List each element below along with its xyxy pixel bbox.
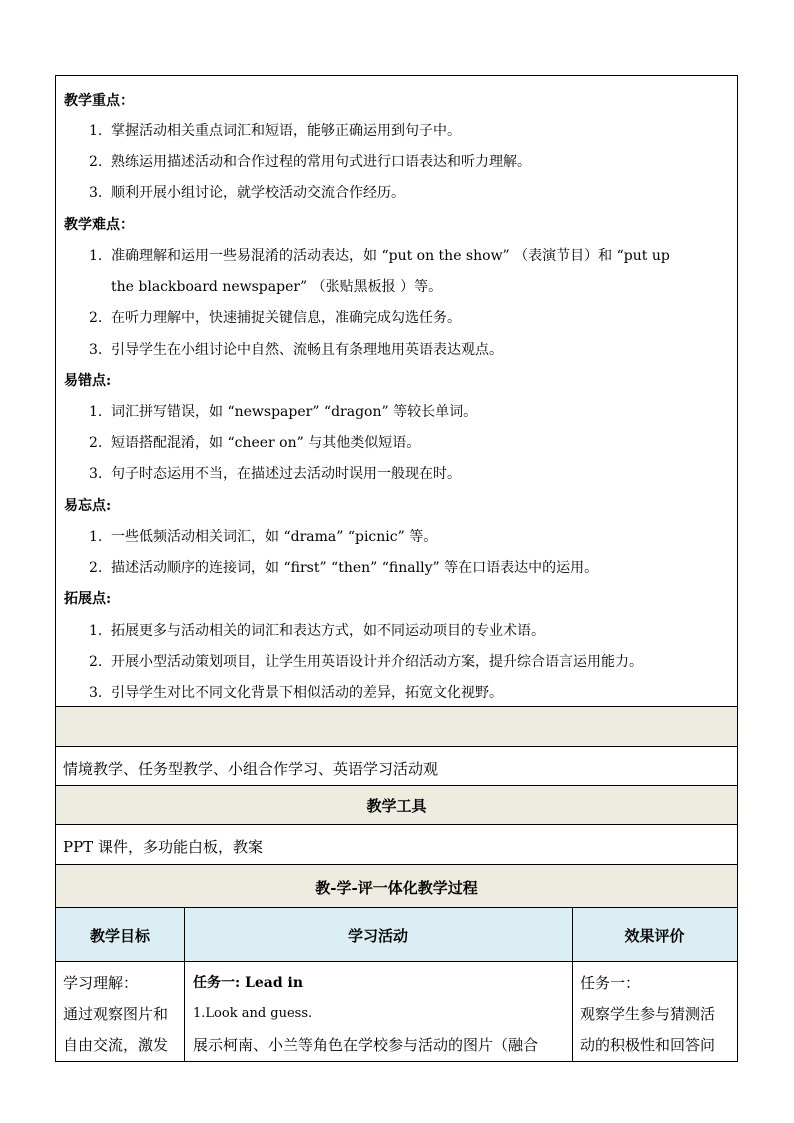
extension-item: 1. 拓展更多与活动相关的词汇和表达方式，如不同运动项目的专业术语。 — [89, 623, 545, 639]
empty-shaded-row — [55, 706, 738, 746]
activity-line: 展示柯南、小兰等角色在学校参与活动的图片（融合 — [193, 1036, 539, 1054]
forgettable-heading: 易忘点: — [64, 498, 112, 514]
tools-header: 教学工具 — [366, 797, 427, 815]
key-point-item: 1. 掌握活动相关重点词汇和短语，能够正确运用到句子中。 — [89, 123, 461, 139]
key-points-heading: 教学重点： — [64, 93, 134, 109]
extension-heading: 拓展点: — [64, 591, 112, 607]
difficult-point-item-continued: the blackboard newspaper” （张贴黑板报 ）等。 — [111, 279, 443, 295]
difficult-point-item: 1. 准确理解和运用一些易混淆的活动表达，如 “put on the show” （表演节目）和 “put up — [89, 248, 670, 264]
error-prone-heading: 易错点: — [64, 373, 112, 389]
activity-task-title: 任务一: Lead in — [193, 975, 304, 991]
error-prone-item: 2. 短语搭配混淆，如 “cheer on” 与其他类似短语。 — [89, 435, 421, 451]
column-header-evaluation: 效果评价 — [624, 927, 685, 945]
tools-row — [55, 824, 738, 864]
error-prone-item: 3. 句子时态运用不当，在描述过去活动时误用一般现在时。 — [89, 466, 461, 482]
process-header: 教-学-评一体化教学过程 — [315, 879, 478, 897]
teaching-points-section — [55, 75, 738, 706]
column-header-goal: 教学目标 — [89, 927, 150, 945]
tools-header-row — [55, 785, 738, 824]
process-column-header-row — [55, 907, 738, 961]
column-divider — [184, 962, 185, 1061]
extension-item: 2. 开展小型活动策划项目，让学生用英语设计并介绍活动方案，提升综合语言运用能力。 — [89, 654, 643, 670]
process-body-row — [55, 961, 738, 1062]
forgettable-item: 2. 描述活动顺序的连接词，如 “first” “then” “finally” 等在口语表达中的运用。 — [89, 560, 599, 576]
tools-text: PPT 课件，多功能白板，教案 — [63, 838, 263, 856]
difficult-points-heading: 教学难点： — [64, 217, 134, 233]
evaluation-line: 动的积极性和回答问 — [580, 1036, 716, 1054]
column-divider — [572, 962, 573, 1061]
difficult-point-item: 3. 引导学生在小组讨论中自然、流畅且有条理地用英语表达观点。 — [89, 342, 503, 358]
key-point-item: 3. 顺利开展小组讨论，就学校活动交流合作经历。 — [89, 185, 405, 201]
key-point-item: 2. 熟练运用描述活动和合作过程的常用句式进行口语表达和听力理解。 — [89, 154, 531, 170]
difficult-point-item: 2. 在听力理解中，快速捕捉关键信息，准确完成勾选任务。 — [89, 310, 461, 326]
process-header-row — [55, 864, 738, 907]
goal-line: 通过观察图片和 — [63, 1005, 169, 1023]
column-header-activity: 学习活动 — [347, 927, 408, 945]
extension-item: 3. 引导学生对比不同文化背景下相似活动的差异，拓宽文化视野。 — [89, 685, 503, 701]
evaluation-line: 观察学生参与猜测活 — [580, 1005, 716, 1023]
methods-text: 情境教学、任务型教学、小组合作学习、英语学习活动观 — [63, 760, 439, 778]
activity-line: 1.Look and guess. — [193, 1006, 313, 1021]
evaluation-line: 任务一： — [580, 974, 641, 992]
methods-row — [55, 746, 738, 785]
goal-line: 学习理解： — [63, 974, 139, 992]
forgettable-item: 1. 一些低频活动相关词汇，如 “drama” “picnic” 等。 — [89, 529, 438, 545]
goal-line: 自由交流，激发 — [63, 1036, 169, 1054]
error-prone-item: 1. 词汇拼写错误，如 “newspaper” “dragon” 等较长单词。 — [89, 404, 478, 420]
